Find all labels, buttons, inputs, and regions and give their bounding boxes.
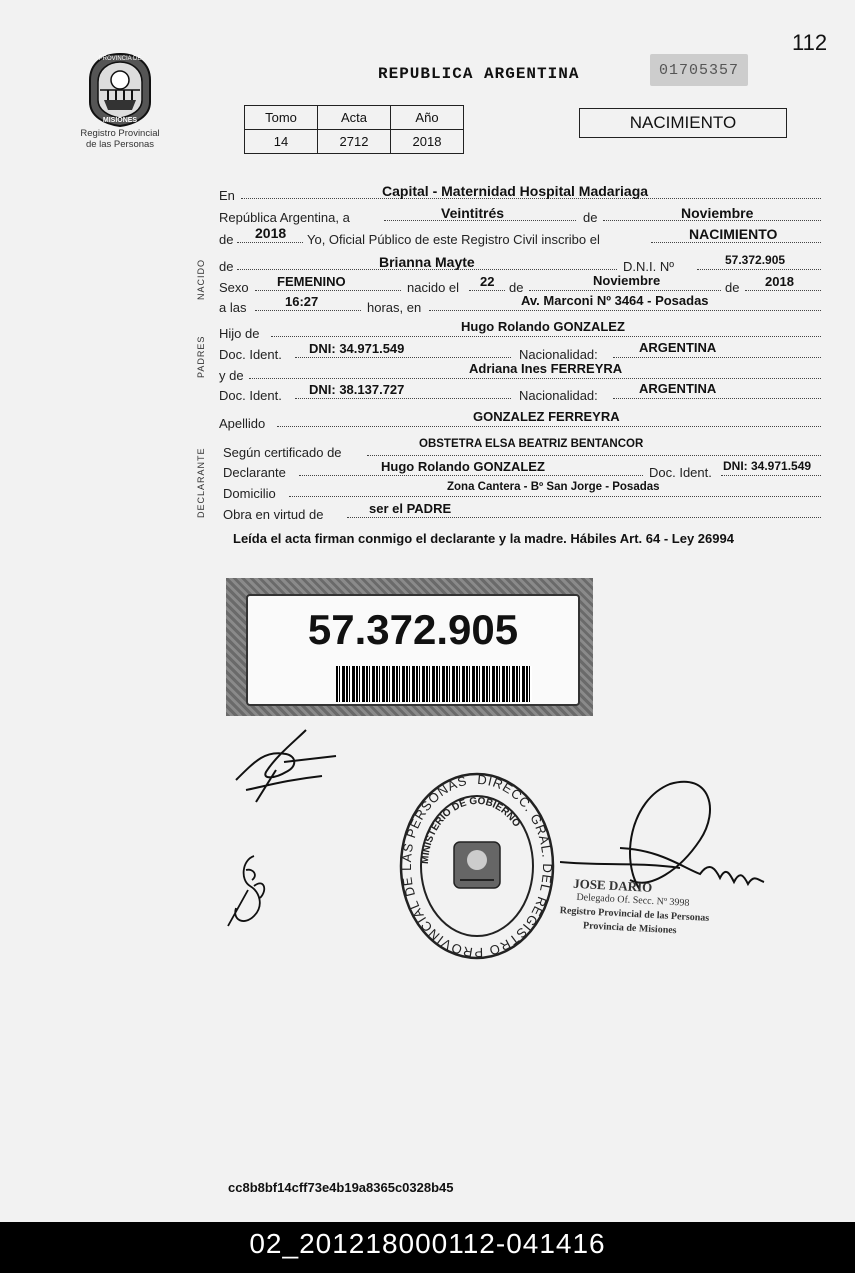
dni-value: 57.372.905 bbox=[725, 253, 786, 267]
serial-number-stamp: 01705357 bbox=[650, 54, 748, 86]
acta-value: 2712 bbox=[318, 130, 391, 154]
padre-nac-value: ARGENTINA bbox=[639, 340, 717, 355]
madre-value: Adriana Ines FERREYRA bbox=[469, 361, 623, 376]
dni-sticker-number: 57.372.905 bbox=[307, 606, 519, 653]
registry-value-row bbox=[245, 130, 464, 154]
registry-header-row bbox=[245, 106, 464, 130]
madre-doc-value: DNI: 38.137.727 bbox=[309, 382, 405, 397]
lugar-nac-value: Av. Marconi Nº 3464 - Posadas bbox=[521, 293, 709, 308]
signature-declarante bbox=[226, 720, 346, 810]
dni-sticker bbox=[226, 578, 593, 716]
registry-table bbox=[244, 105, 464, 154]
official-seal bbox=[398, 770, 556, 962]
padre-value: Hugo Rolando GONZALEZ bbox=[461, 319, 625, 334]
footer-code: 02_201218000112-041416 bbox=[249, 1228, 606, 1259]
side-label-nacido: NACIDO bbox=[196, 258, 206, 300]
anio-inscripcion-value: 2018 bbox=[255, 225, 287, 241]
mes-nac-value: Noviembre bbox=[593, 273, 661, 288]
official-stamp: JOSE DARIO Delegado Of. Secc. Nº 3998 Registro Provincial de las Personas Provincia de Misiones bbox=[559, 875, 710, 937]
certificado-value: OBSTETRA ELSA BEATRIZ BENTANCOR bbox=[419, 438, 644, 450]
svg-text:DIRECC. GRAL. DEL REGISTRO PRO: DIRECC. GRAL. DEL REGISTRO PROVINCIAL DE LAS PERSONAS bbox=[398, 771, 556, 961]
document-hash: cc8b8bf14cff73e4b19a8365c0328b45 bbox=[228, 1180, 454, 1195]
sexo-value: FEMENINO bbox=[277, 274, 346, 289]
anio-nac-value: 2018 bbox=[765, 274, 794, 289]
barcode-icon bbox=[336, 666, 532, 702]
logo-label-line1: Registro Provincial bbox=[80, 128, 160, 139]
anio-header: Año bbox=[391, 106, 464, 130]
record-type-box: NACIMIENTO bbox=[579, 108, 787, 138]
hora-value: 16:27 bbox=[285, 294, 319, 309]
provincial-shield-icon bbox=[80, 50, 160, 128]
side-label-padres: PADRES bbox=[196, 335, 206, 378]
svg-text:MINISTERIO DE GOBIERNO: MINISTERIO DE GOBIERNO bbox=[419, 795, 523, 865]
acta-header: Acta bbox=[318, 106, 391, 130]
page-number: 112 bbox=[792, 30, 828, 55]
registry-logo bbox=[72, 50, 168, 150]
dia-letras-value: Veintitrés bbox=[441, 205, 505, 221]
logo-label-line2: de las Personas bbox=[85, 139, 155, 150]
svg-text:MISIONES: MISIONES bbox=[102, 117, 138, 124]
lugar-value: Capital - Maternidad Hospital Madariaga bbox=[382, 183, 649, 199]
svg-text:PROVINCIA DE: PROVINCIA DE bbox=[98, 56, 142, 62]
signature-madre bbox=[224, 850, 284, 930]
madre-nac-value: ARGENTINA bbox=[639, 381, 717, 396]
tomo-value: 14 bbox=[245, 130, 318, 154]
closing-note: Leída el acta firman conmigo el declarante y la madre. Hábiles Art. 64 - Ley 26994 bbox=[233, 531, 734, 546]
domicilio-value: Zona Cantera - Bº San Jorge - Posadas bbox=[447, 481, 660, 493]
side-label-declarante: DECLARANTE bbox=[196, 447, 206, 518]
padre-doc-value: DNI: 34.971.549 bbox=[309, 341, 405, 356]
tomo-header: Tomo bbox=[245, 106, 318, 130]
declarante-doc-value: DNI: 34.971.549 bbox=[723, 459, 812, 473]
anio-value: 2018 bbox=[391, 130, 464, 154]
declarante-value: Hugo Rolando GONZALEZ bbox=[381, 459, 545, 474]
apellido-value: GONZALEZ FERREYRA bbox=[473, 409, 620, 424]
nombre-value: Brianna Mayte bbox=[379, 254, 475, 270]
dia-nac-value: 22 bbox=[480, 274, 495, 289]
tipo-acto-value: NACIMIENTO bbox=[689, 226, 778, 242]
obra-value: ser el PADRE bbox=[369, 501, 452, 516]
country-title: REPUBLICA ARGENTINA bbox=[378, 65, 580, 83]
document-page: 112 PROVINCIA DE MISIONES Registro Provincial de las Personas REPUBLICA ARGENTINA 01705357 Tomo Acta Año 14 2712 2018 NACIMIENTO NACIDO PADRES DECLARANTE En Capital - Maternidad Hospital Madariaga República Argentina, a Veintitrés de Noviembre de 2018 Yo, Oficial Público de este Registro Civil inscribo el NACIMIENTO de Brianna Mayte D.N.I. Nº 57.372.905 Sexo FEMENINO nacido el 22 de Noviembre de 2018 a las 16:27 horas, en Av. Marconi Nº 3464 - Posadas Hijo de Hugo Rolando GONZALEZ Doc. Ident. DNI: 34.971.549 Nacionalidad: ARGENTINA y de Adriana Ines FERREYRA Doc. Ident. DNI: 38.137.727 Nacionalidad: ARGENTINA Apellido GONZALEZ FERREYRA Según certificado de OBSTETRA ELSA BEATRIZ BENTANCOR Declarante Hugo Rolando GONZALEZ Doc. Ident. DNI: 34.971.549 Domicilio Zona Cantera - Bº San Jorge - Posadas Obra en virtud de ser el PADRE Leída el acta firman conmigo el declarante y la madre. Hábiles Art. 64 - Ley 26994 57.372.905 DIRECC. GRAL. DEL REGISTRO PROVINCIAL DE LAS PERSONAS MINISTERIO DE GOBIERNO JOSE DARIO Delegado Of. Secc. Nº 3998 Registro Provincial de las Personas Provincia de Misiones cc8b8bf14cff73e4b19a8365c0328b45 bbox=[0, 0, 855, 1222]
mes-inscripcion-value: Noviembre bbox=[681, 205, 754, 221]
